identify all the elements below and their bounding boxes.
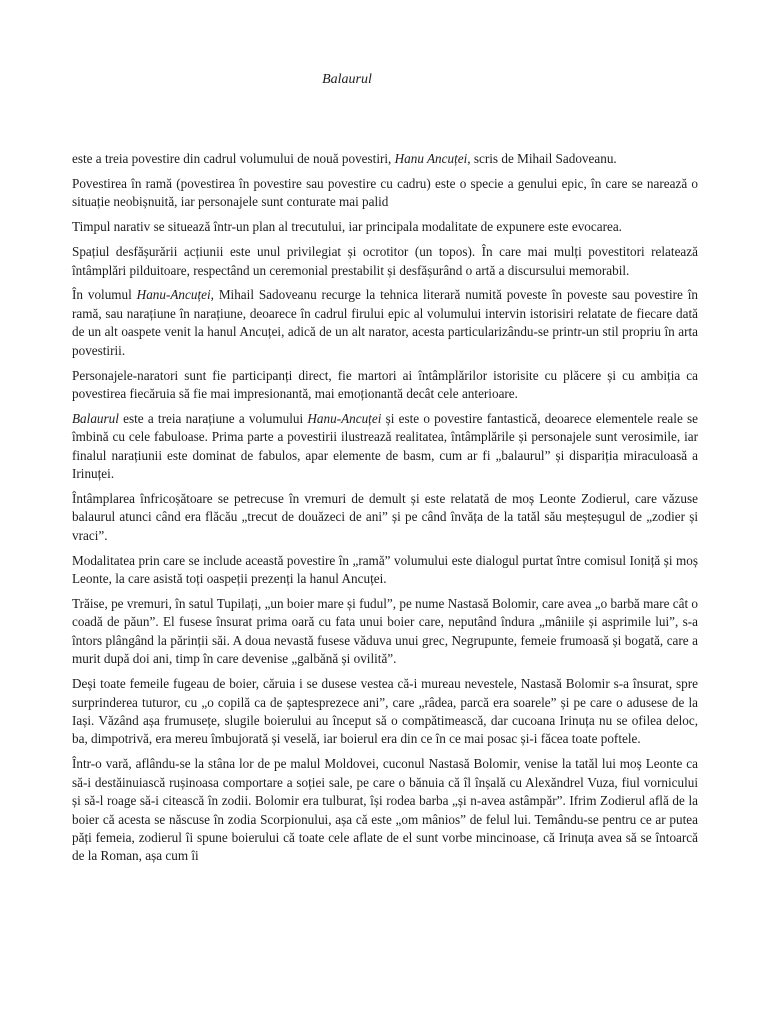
paragraph-text: este a treia povestire din cadrul volumului de nouă povestiri, xyxy=(72,151,395,166)
paragraph-text: , scris de Mihail Sadoveanu. xyxy=(467,151,617,166)
paragraph-text: Modalitatea prin care se include această povestire în „ramă” volumului este dialogul purtat între comisul Ioniță și moș Leonte, la care asistă toți oaspeții prezenți la hanul Ancuței. xyxy=(72,552,698,587)
italic-text: Balaurul xyxy=(72,410,119,426)
paragraph xyxy=(72,286,698,360)
paragraph-text: este a treia narațiune a volumului xyxy=(118,410,308,426)
paragraph-text: , Mihail Sadoveanu recurge la tehnica literară numită poveste în poveste sau povestire în ramă, sau narațiune în narațiune, deoarece în cadrul firului epic al volumului intervin istorisiri relatate de fiecare dată de un alt oaspete venit la hanul Ancuței, adică de un alt narator, acesta particularizându-se printr-un stil propriu în arta povestirii. xyxy=(72,287,698,358)
paragraph-text: Într-o vară, aflându-se la stâna lor de pe malul Moldovei, cuconul Nastasă Bolomir, venise la tatăl lui moș Leonte ca să-i destăinuiască rușinoasa comportare a soției sale, pe care o bănuia că îl înșală cu Alexăndrel Vuza, fiul vornicului și să-l roage să-i citească în zodii. Bolomir era tulburat, își rodea barba „și n-avea astâmpăr”. Ifrim Zodierul află de la boier că acesta se născuse în zodia Scorpionului, așa că este „om mânios” de felul lui. Temându-se pentru ce ar putea păți femeia, zodierul îi spune boierului că toate cele aflate de el sunt vorbe mincinoase, că Irinuța avea să se întoarcă de la Roman, așa cum îi xyxy=(72,756,698,864)
paragraph xyxy=(72,410,698,484)
paragraph-text: În volumul xyxy=(72,287,137,303)
paragraph xyxy=(72,243,698,280)
document-body xyxy=(72,150,698,872)
paragraph xyxy=(72,367,698,404)
paragraph xyxy=(72,150,698,168)
paragraph-text: și este o povestire fantastică, deoarece elementele reale se îmbină cu cele fabuloase. Prima parte a povestirii ilustrează realitatea, întâmplările și personajele sunt verosimile, iar finalul narațiunii este dominat de fabulos, apar elemente de basm, cum ar fi „balaurul” și dispariția miraculoasă a Irinuței. xyxy=(72,410,699,482)
italic-text: Hanu-Ancuței xyxy=(136,287,211,303)
paragraph xyxy=(72,675,698,749)
paragraph xyxy=(72,218,698,236)
paragraph-text: Timpul narativ se situează într-un plan al trecutului, iar principala modalitate de expunere este evocarea. xyxy=(72,219,622,235)
paragraph-text: Trăise, pe vremuri, în satul Tupilați, „un boier mare și fudul”, pe nume Nastasă Bolomir, care avea „o barbă mare cât o coadă de păun”. El fusese însurat prima oară cu fata unui boier care, neputând îndura „mâniile și asprimile lui”, s-a întors plângând la părinții săi. A doua nevastă fusese văduva unui grec, Negrupunte, femeie frumoasă și bogată, care a murit după doi ani, timp în care devenise „galbănă și ovilită”. xyxy=(72,596,698,667)
paragraph xyxy=(72,595,698,669)
italic-text: Hanu-Ancuței xyxy=(307,410,382,426)
paragraph xyxy=(72,175,698,212)
paragraph-text: Personajele-naratori sunt fie participanți direct, fie martori ai întâmplărilor istorisite cu plăcere și cu ambiția ca povestirea fiecăruia să fie mai impresionantă, mai emoționantă decât cele anterioare. xyxy=(72,367,698,401)
paragraph-text: Deși toate femeile fugeau de boier, căruia i se dusese vestea că-i mureau nevestele, Nastasă Bolomir s-a însurat, spre surprinderea tuturor, cu „o copilă ca de șaptesprezece ani”, care „râdea, parcă era soarele” și pe care o adusese de la Iași. Văzând așa frumusețe, slugile boierului au început să o compătimească, dar cucoana Irinuța nu se ofilea deloc, ba, dimpotrivă, era mereu îmbujorată și veselă, iar boierul era din ce în ce mai posac și-i făcea toate poftele. xyxy=(72,676,698,747)
italic-text: Hanu Ancuței xyxy=(394,151,468,166)
paragraph xyxy=(72,755,698,865)
paragraph xyxy=(72,552,698,589)
paragraph-text: Întâmplarea înfricoșătoare se petrecuse în vremuri de demult și este relatată de moș Leonte Zodierul, care văzuse balaurul atunci când era flăcău „trecut de douăzeci de ani” și pe când învăța de la tatăl său meșteșugul de „zodier și vraci”. xyxy=(72,491,698,543)
document-title: Balaurul xyxy=(322,72,372,87)
paragraph xyxy=(72,490,698,545)
paragraph-text: Povestirea în ramă (povestirea în povestire sau povestire cu cadru) este o specie a genului epic, în care se narează o situație neobișnuită, iar personajele sunt conturate mai palid xyxy=(72,175,698,210)
paragraph-text: Spațiul desfășurării acțiunii este unul privilegiat și ocrotitor (un topos). În care mai mulți povestitori relatează întâmplări pilduitoare, respectând un ceremonial prestabilit și desfășurând o artă a discursului memorabil. xyxy=(72,244,698,278)
